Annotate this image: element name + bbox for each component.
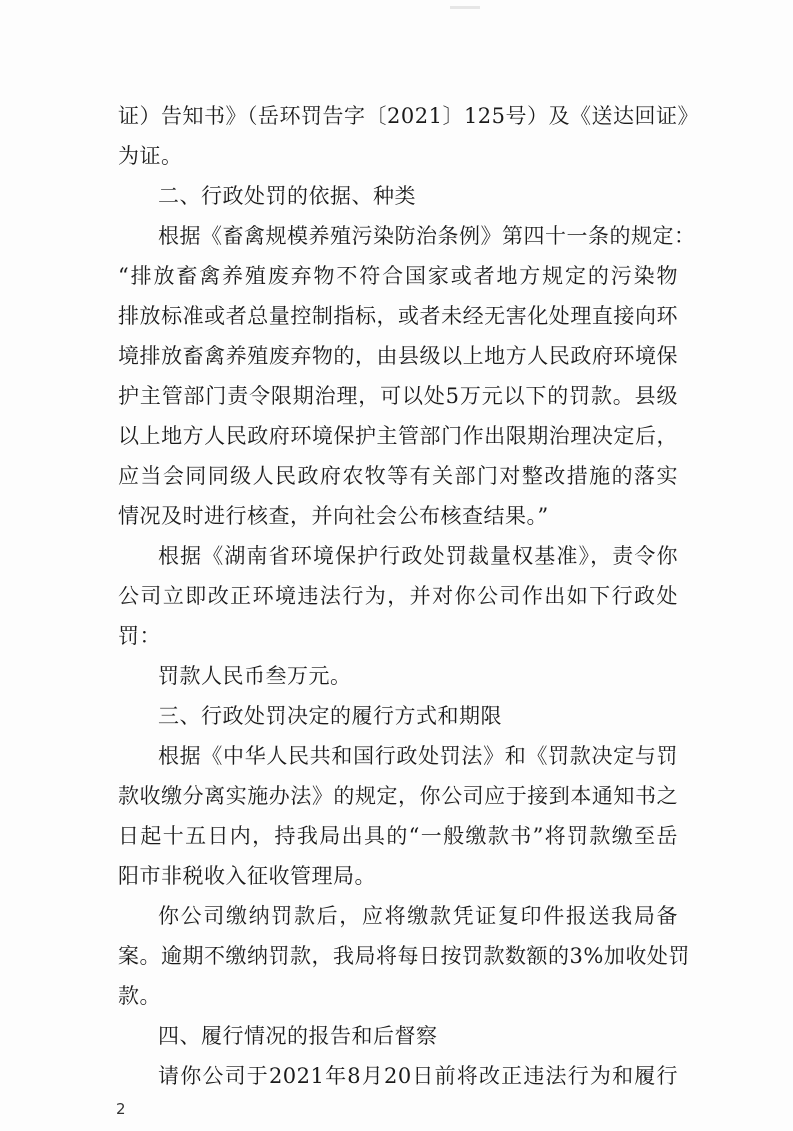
text-line: 公司立即改正环境违法行为，并对你公司作出如下行政处: [118, 584, 678, 608]
text-line: 境排放畜禽养殖废弃物的，由县级以上地方人民政府环境保: [118, 344, 678, 368]
text-line: 罚：: [118, 624, 161, 648]
text-line: 根据《畜禽规模养殖污染防治条例》第四十一条的规定：: [158, 224, 696, 248]
text-line: 阳市非税收入征收管理局。: [118, 864, 376, 888]
page-number: 2: [116, 1100, 126, 1118]
scan-artifact: [450, 6, 480, 9]
text-line: 为证。: [118, 144, 183, 168]
text-line: 日起十五日内，持我局出具的“一般缴款书”将罚款缴至岳: [118, 824, 678, 848]
text-line: 护主管部门责令限期治理，可以处5万元以下的罚款。县级: [118, 384, 678, 408]
text-line: 案。逾期不缴纳罚款，我局将每日按罚款数额的3%加收处罚: [118, 944, 690, 968]
section-heading: 四、履行情况的报告和后督察: [158, 1024, 438, 1048]
section-heading: 三、行政处罚决定的履行方式和期限: [158, 704, 502, 728]
section-heading: 二、行政处罚的依据、种类: [158, 184, 416, 208]
text-line: 根据《湖南省环境保护行政处罚裁量权基准》，责令你: [158, 544, 678, 568]
text-line: 款收缴分离实施办法》的规定，你公司应于接到本通知书之: [118, 784, 678, 808]
text-line: 你公司缴纳罚款后，应将缴款凭证复印件报送我局备: [158, 904, 678, 928]
text-line: “排放畜禽养殖废弃物不符合国家或者地方规定的污染物: [118, 264, 678, 288]
text-line: 以上地方人民政府环境保护主管部门作出限期治理决定后，: [118, 424, 678, 448]
text-line: 应当会同同级人民政府农牧等有关部门对整改措施的落实: [118, 464, 678, 488]
text-line: 排放标准或者总量控制指标，或者未经无害化处理直接向环: [118, 304, 678, 328]
text-line: 根据《中华人民共和国行政处罚法》和《罚款决定与罚: [158, 744, 678, 768]
text-line: 请你公司于2021年8月20日前将改正违法行为和履行: [158, 1064, 678, 1088]
text-line: 情况及时进行核查，并向社会公布核查结果。”: [118, 504, 549, 528]
text-line: 证）告知书》（岳环罚告字〔2021〕125号）及《送达回证》: [118, 104, 700, 128]
text-line: 罚款人民币叁万元。: [158, 664, 352, 688]
text-line: 款。: [118, 984, 161, 1008]
